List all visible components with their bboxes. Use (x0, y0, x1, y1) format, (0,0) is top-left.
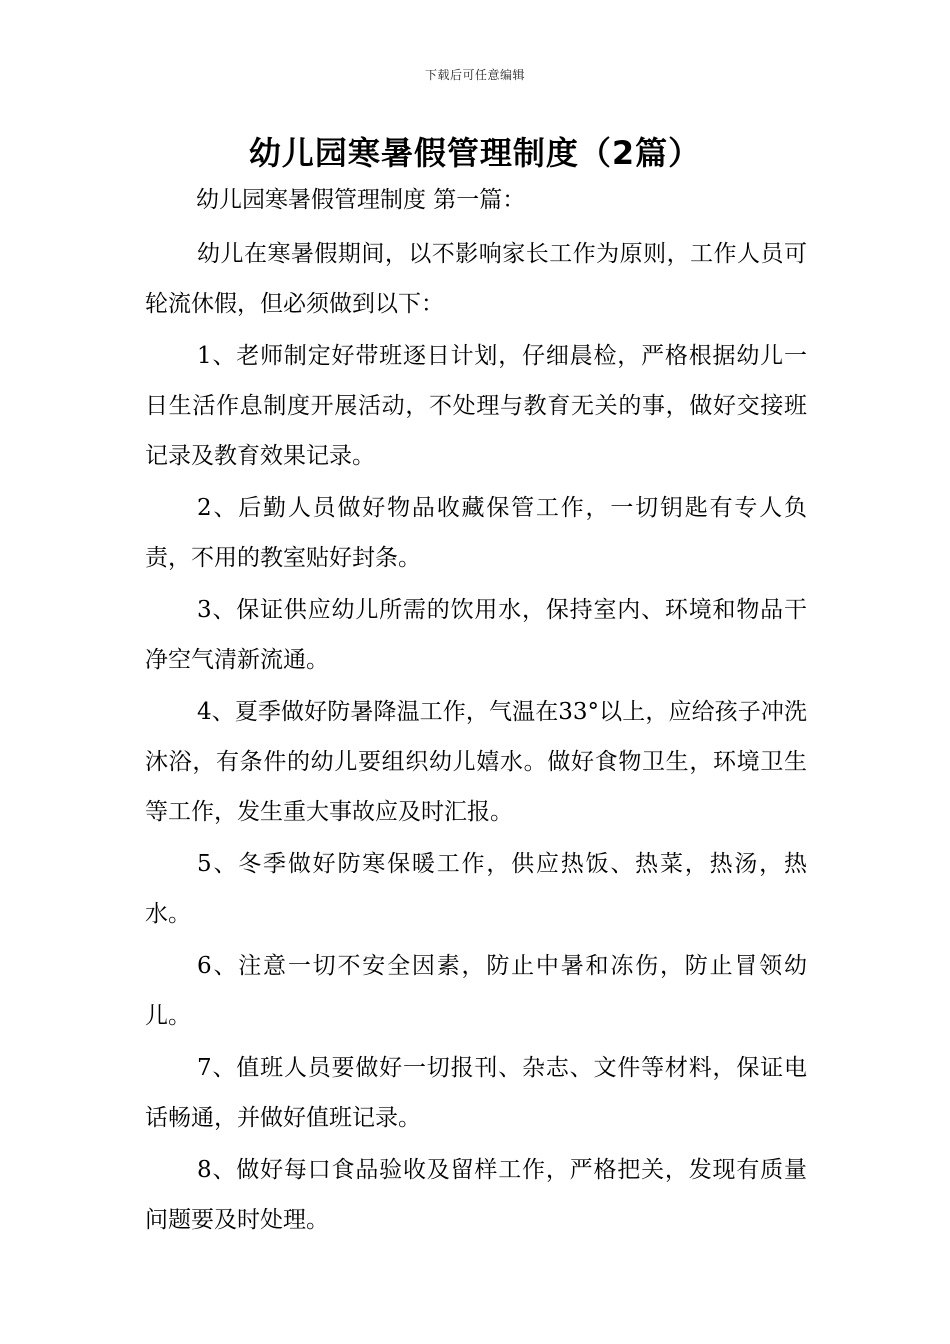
rule-paragraph-5: 5、冬季做好防寒保暖工作，供应热饭、热菜，热汤，热水。 (145, 851, 807, 927)
rule-paragraph-2: 2、后勤人员做好物品收藏保管工作，一切钥匙有专人负责，不用的教室贴好封条。 (145, 495, 807, 571)
rule-paragraph-8: 8、做好每口食品验收及留样工作，严格把关，发现有质量问题要及时处理。 (145, 1157, 807, 1233)
rule-paragraph-4: 4、夏季做好防暑降温工作，气温在33°以上，应给孩子冲洗沐浴，有条件的幼儿要组织幼儿嬉水。做好食物卫生，环境卫生等工作，发生重大事故应及时汇报。 (145, 699, 807, 825)
rule-paragraph-3: 3、保证供应幼儿所需的饮用水，保持室内、环境和物品干净空气清新流通。 (145, 597, 807, 673)
rule-paragraph-7: 7、值班人员要做好一切报刊、杂志、文件等材料，保证电话畅通，并做好值班记录。 (145, 1055, 807, 1131)
header-note: 下载后可任意编辑 (424, 68, 525, 82)
rule-paragraph-6: 6、注意一切不安全因素，防止中暑和冻伤，防止冒领幼儿。 (145, 953, 807, 1029)
section-subtitle: 幼儿园寒暑假管理制度 第一篇： (196, 187, 526, 213)
document-title: 幼儿园寒暑假管理制度（2篇） (248, 134, 702, 172)
document-body (145, 229, 807, 1247)
rule-paragraph-1: 1、老师制定好带班逐日计划，仔细晨检，严格根据幼儿一日生活作息制度开展活动，不处理与教育无关的事，做好交接班记录及教育效果记录。 (145, 343, 807, 469)
intro-paragraph: 幼儿在寒暑假期间，以不影响家长工作为原则，工作人员可轮流休假，但必须做到以下： (145, 241, 807, 317)
